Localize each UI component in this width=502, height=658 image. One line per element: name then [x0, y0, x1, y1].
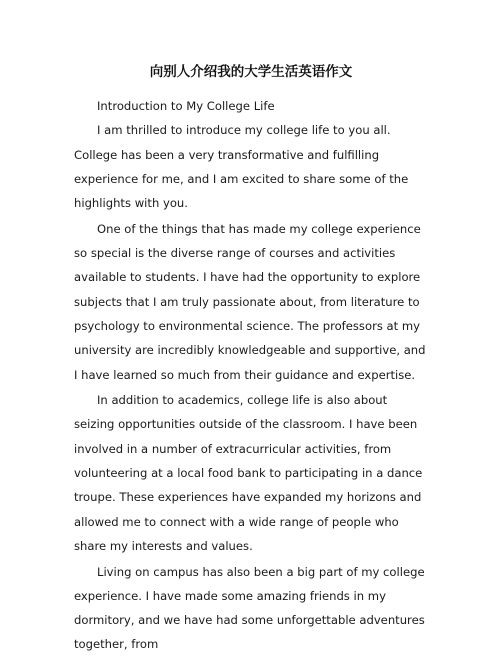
paragraph: Living on campus has also been a big part of my college experience. I have made some amazing friends in my dormitory, and we have had some unforgettable adventures together, from: [74, 564, 425, 652]
document-title: 向别人介绍我的大学生活英语作文: [149, 64, 353, 80]
document-subtitle: Introduction to My College Life: [97, 99, 275, 113]
paragraph: In addition to academics, college life is also about seizing opportunities outside of the classroom. I have been involved in a number of extracurricular activities, from volunteering at a local food bank to participating in a dance troupe. These experiences have expanded my horizons and allowed me to connect with a wide range of people who share my interests and values.: [74, 393, 423, 553]
paragraph: One of the things that has made my college experience so special is the diverse range of courses and activities available to students. I have had the opportunity to explore subjects that I am truly passionate about, from literature to psychology to environmental science. The professors at my university are incredibly knowledgeable and supportive, and I have learned so much from their guidance and expertise.: [74, 221, 426, 382]
document-body: [74, 94, 428, 658]
paragraph: I am thrilled to introduce my college life to you all. College has been a very transformative and fulfilling experience for me, and I am excited to share some of the highlights with you.: [74, 123, 409, 211]
